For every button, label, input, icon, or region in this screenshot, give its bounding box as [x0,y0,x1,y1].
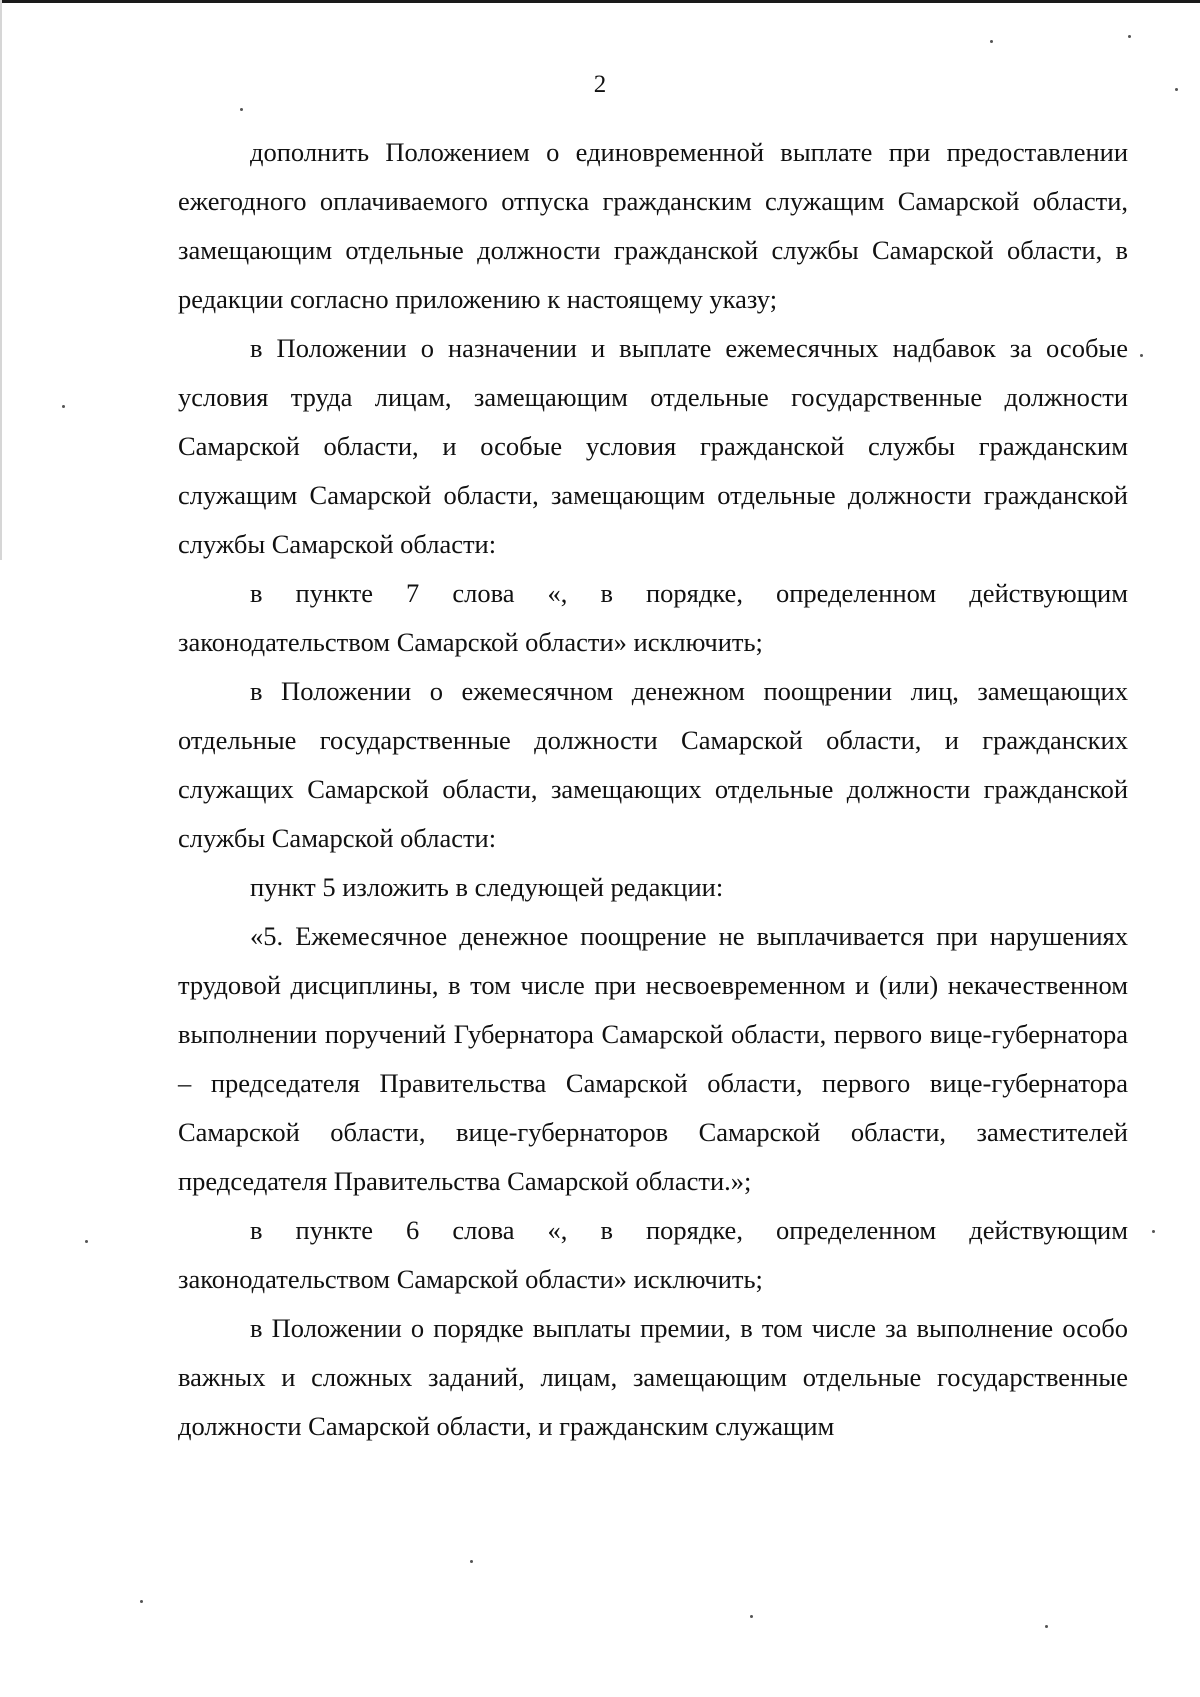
scan-speck [140,1600,143,1603]
scan-speck [62,405,65,408]
document-body [178,128,1128,1451]
paragraph-allowances-regulation: в Положении о назначении и выплате ежемесячных надбавок за особые условия труда лицам, замещающим отдельные государственные должности Самарской области, и особые условия гражданской службы гражданским служащим Самарской области, замещающим отдельные должности гражданской службы Самарской области: [178,333,1128,559]
scan-speck [990,40,993,43]
scan-speck [1140,354,1143,357]
paragraph-bonus-regulation: в Положении о порядке выплаты премии, в том числе за выполнение особо важных и сложных заданий, лицам, замещающим отдельные государственные должности Самарской области, и гражданским служащим [178,1313,1128,1441]
page-number: 2 [593,71,607,98]
paragraph-item-5-text: «5. Ежемесячное денежное поощрение не выплачивается при нарушениях трудовой дисциплины, в том числе при несвоевременном и (или) некачественном выполнении поручений Губернатора Самарской области, первого вице-губернатора – председателя Правительства Самарской области, первого вице-губернатора Самарской области, вице-губернаторов Самарской области, заместителей председателя Правительства Самарской области.»; [178,921,1128,1196]
scan-speck [1175,88,1178,91]
scan-speck [1128,35,1131,38]
paragraph-item-7-amendment: в пункте 7 слова «, в порядке, определенном действующим законодательством Самарской области» исключить; [178,578,1128,657]
paragraph-incentive-regulation: в Положении о ежемесячном денежном поощрении лиц, замещающих отдельные государственные должности Самарской области, и гражданских служащих Самарской области, замещающих отдельные должности гражданской службы Самарской области: [178,676,1128,853]
scan-speck [1152,1230,1155,1233]
scan-speck [240,108,243,111]
scan-speck [1045,1625,1048,1628]
paragraph-addition-clause: дополнить Положением о единовременной выплате при предоставлении ежегодного оплачиваемого отпуска гражданским служащим Самарской области, замещающим отдельные должности гражданской службы Самарской области, в редакции согласно приложению к настоящему указу; [178,137,1128,314]
page-top-edge [0,0,1200,3]
paragraph-item-5-intro: пункт 5 изложить в следующей редакции: [250,872,724,902]
paragraph-item-6-amendment: в пункте 6 слова «, в порядке, определенном действующим законодательством Самарской области» исключить; [178,1215,1128,1294]
scan-speck [85,1240,88,1243]
scan-speck [750,1615,753,1618]
scan-speck [470,1560,473,1563]
